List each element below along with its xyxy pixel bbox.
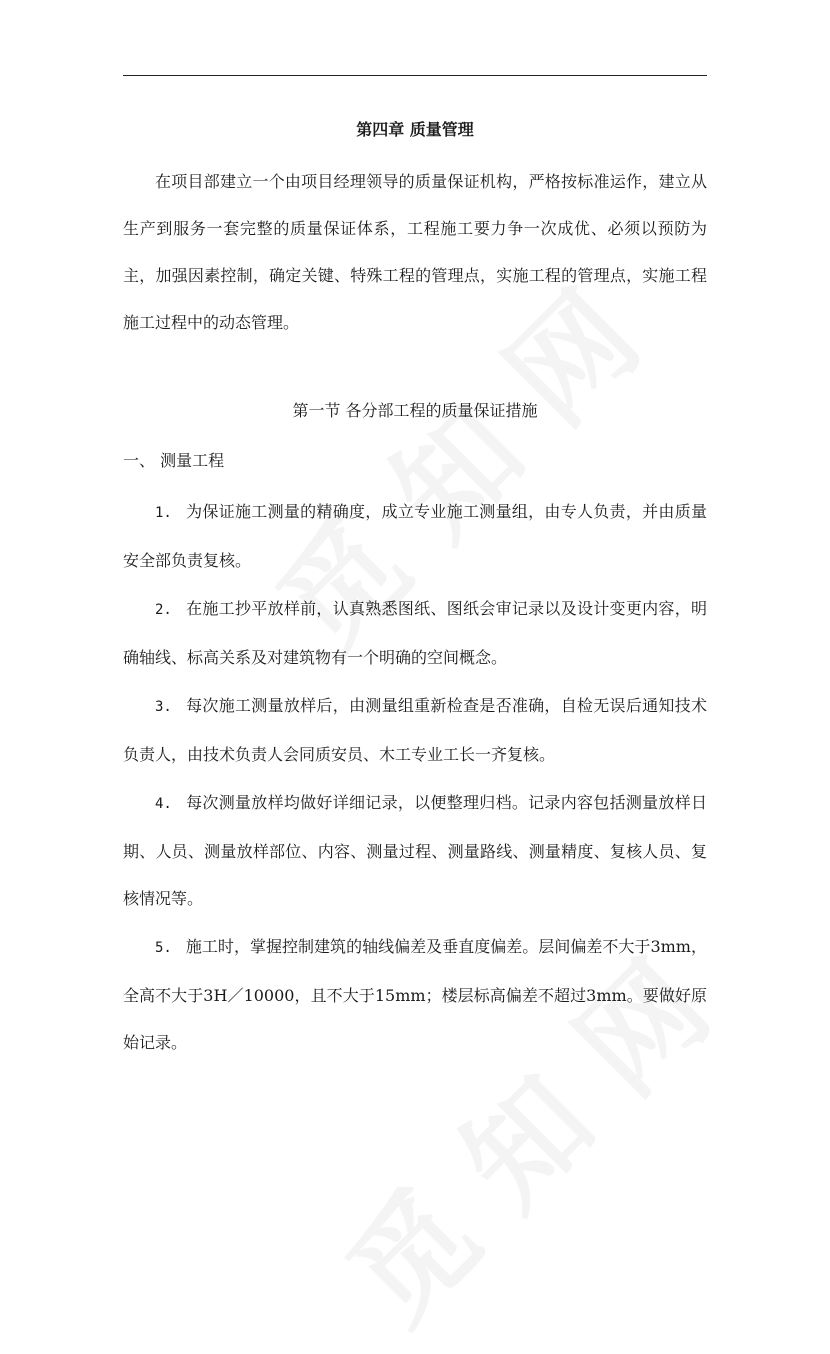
item-number: 3. [155, 699, 172, 715]
item-number: 1. [155, 505, 172, 521]
list-item [123, 585, 707, 681]
item-text: 在施工抄平放样前，认真熟悉图纸、图纸会审记录以及设计变更内容，明确轴线、标高关系及对建筑物有一个明确的空间概念。 [123, 599, 707, 667]
item-text: 为保证施工测量的精确度，成立专业施工测量组，由专人负责，并由质量安全部负责复核。 [123, 502, 707, 570]
subsection-title: 一、 测量工程 [123, 451, 225, 470]
document-body [123, 110, 707, 1066]
list-item [123, 779, 707, 922]
item-list [123, 488, 707, 1066]
item-text: 施工时，掌握控制建筑的轴线偏差及垂直度偏差。层间偏差不大于3mm，全高不大于3H／10000，且不大于15mm；楼层标高偏差不超过3mm。要做好原始记录。 [123, 937, 707, 1052]
item-number: 5. [155, 940, 172, 956]
list-item [123, 682, 707, 778]
header-rule [123, 75, 707, 76]
section-title: 第一节 各分部工程的质量保证措施 [292, 401, 538, 420]
intro-paragraph: 在项目部建立一个由项目经理领导的质量保证机构，严格按标准运作，建立从生产到服务一套完整的质量保证体系，工程施工要力争一次成优、必须以预防为主，加强因素控制，确定关键、特殊工程的管理点，实施工程的管理点，实施工程施工过程中的动态管理。 [123, 172, 707, 332]
chapter-title: 第四章 质量管理 [356, 120, 474, 139]
item-number: 2. [155, 602, 172, 618]
item-number: 4. [155, 796, 172, 812]
list-item [123, 923, 707, 1066]
item-text: 每次测量放样均做好详细记录，以便整理归档。记录内容包括测量放样日期、人员、测量放样部位、内容、测量过程、测量路线、测量精度、复核人员、复核情况等。 [123, 793, 707, 908]
item-text: 每次施工测量放样后，由测量组重新检查是否准确，自检无误后通知技术负责人，由技术负责人会同质安员、木工专业工长一齐复核。 [123, 696, 707, 764]
list-item [123, 488, 707, 584]
